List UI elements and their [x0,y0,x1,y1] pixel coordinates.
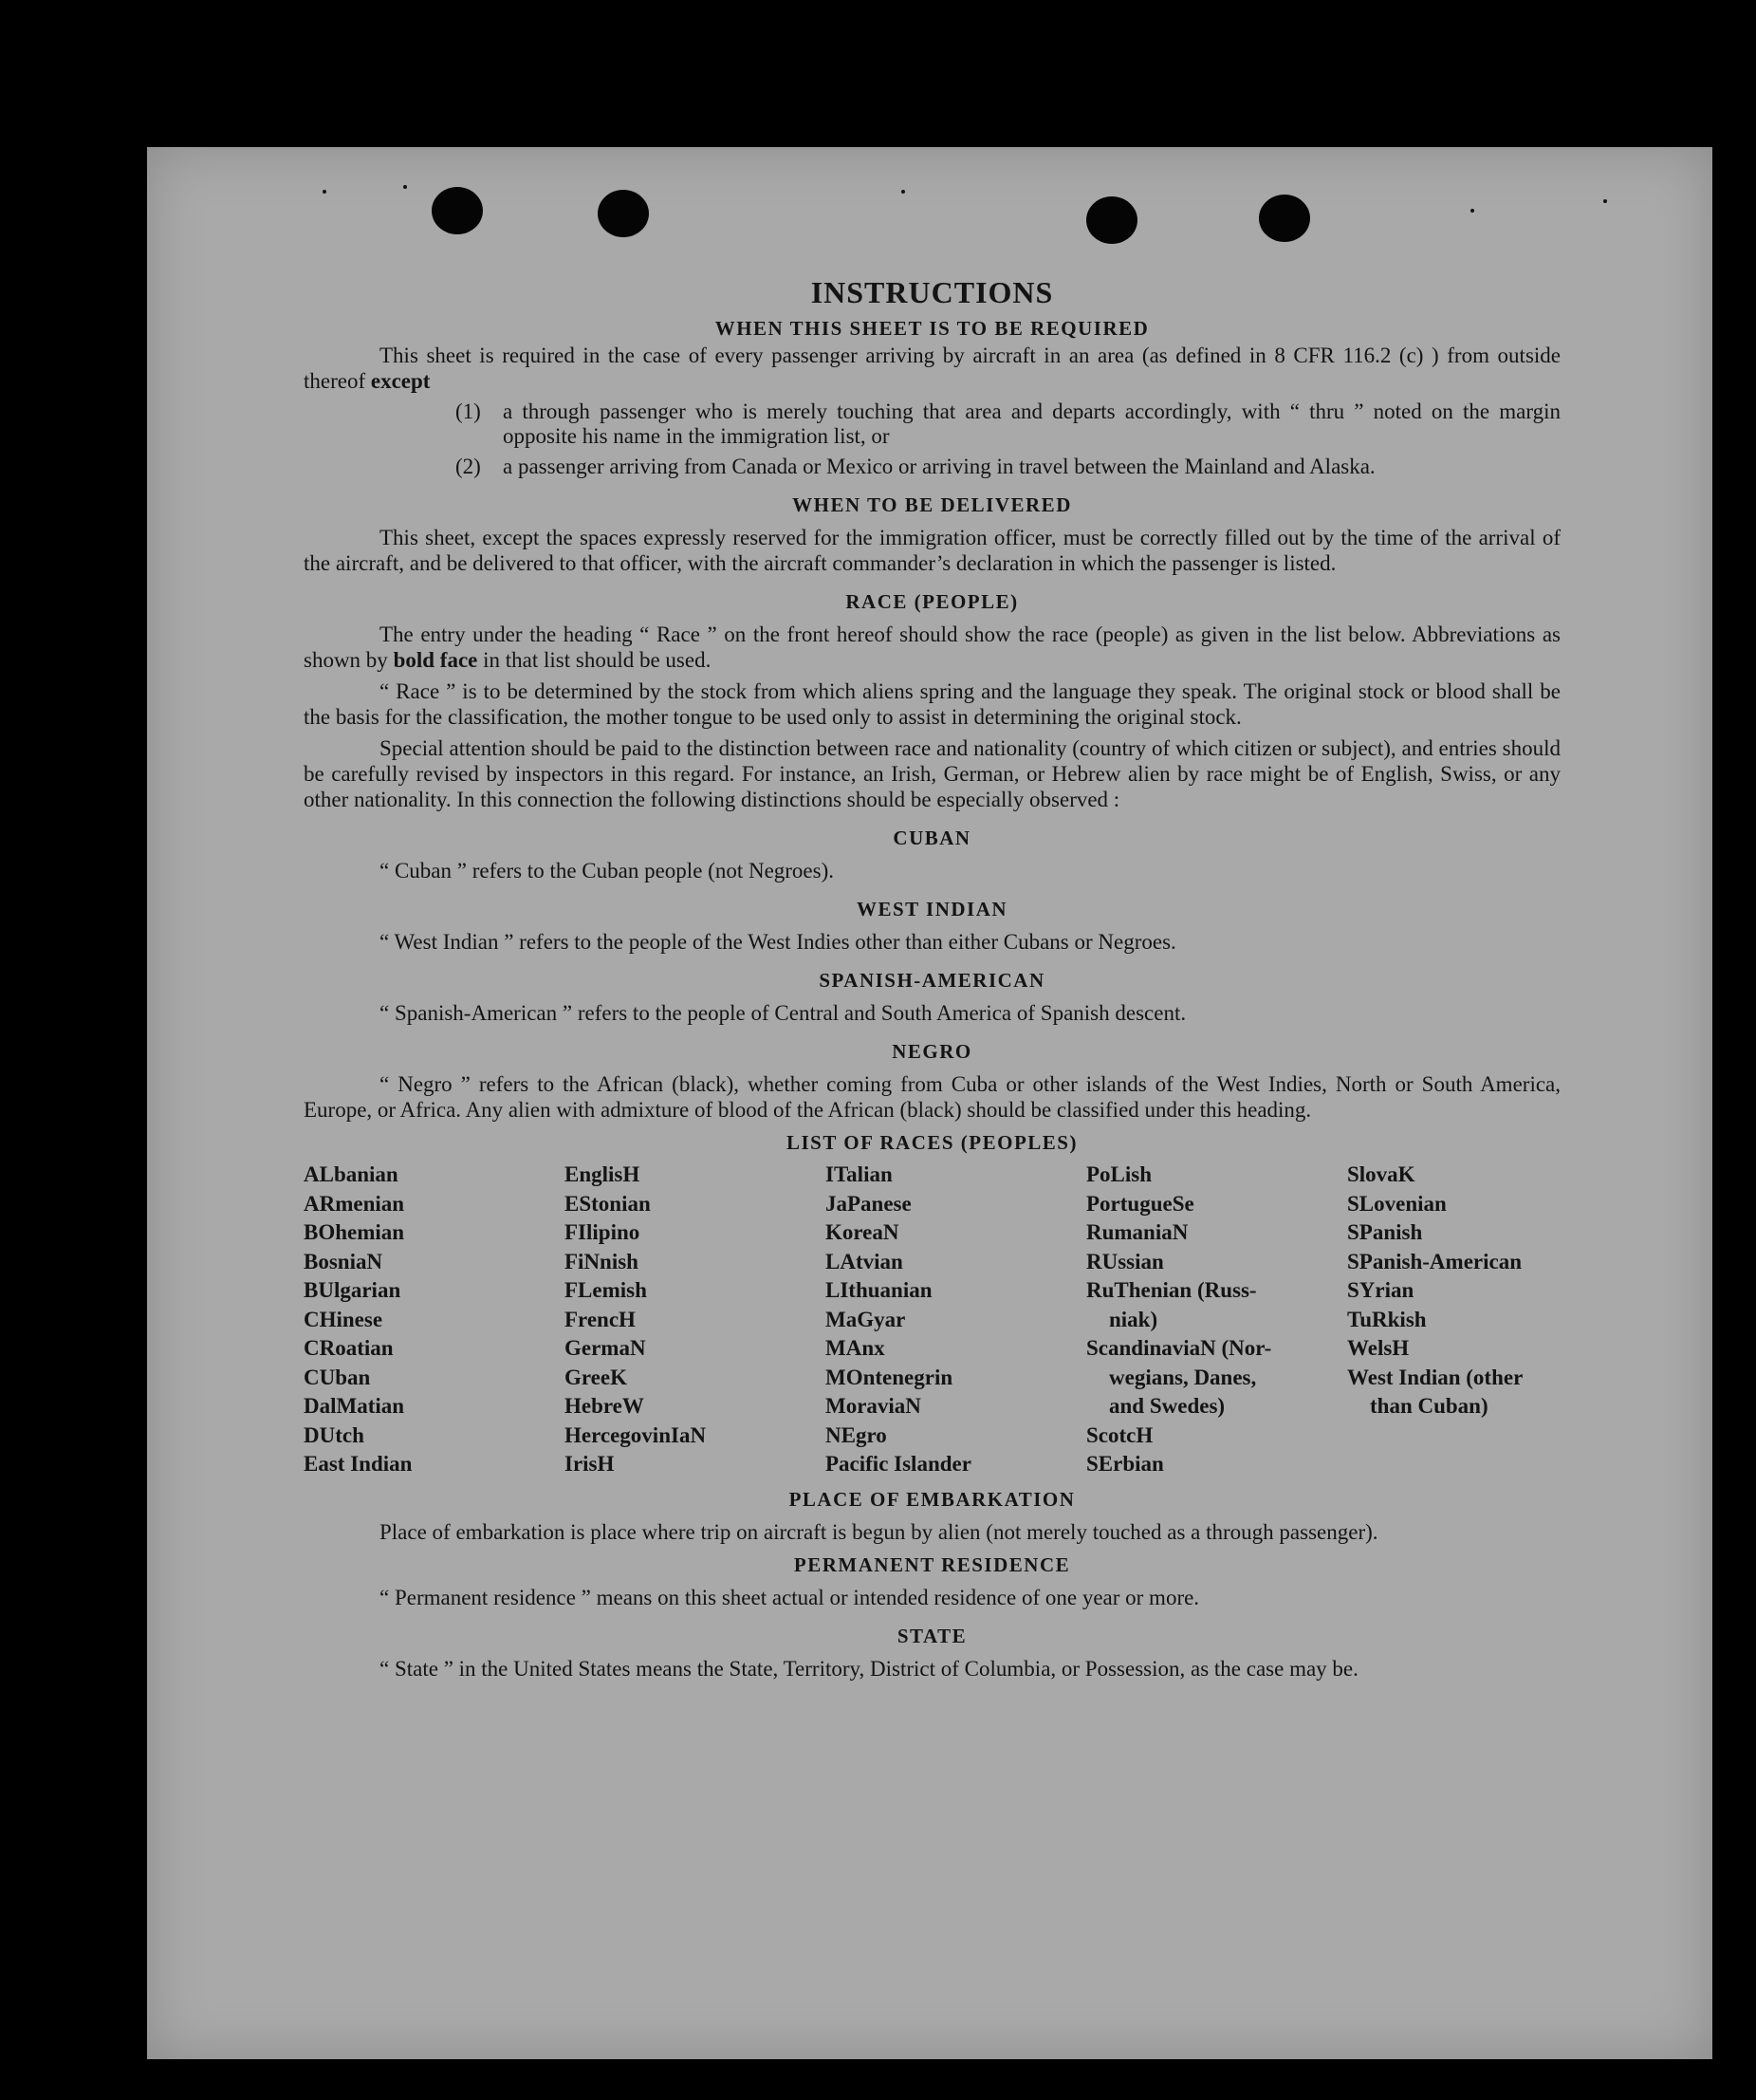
punch-hole [432,187,483,234]
embarkation-text: Place of embarkation is place where trip on aircraft is begun by alien (not merely touched as a through passenger). [379,1519,1378,1544]
race-entry: East Indian [304,1452,413,1476]
speck [1603,199,1607,203]
heading-state: STATE [896,1624,968,1647]
race-entry: SPanish [1347,1220,1423,1244]
race-entry: FIlipino [564,1220,640,1244]
heading-race: RACE (PEOPLE) [845,590,1019,613]
race-entry: ScandinaviaN (Nor- [1086,1336,1272,1360]
required-intro-text: This sheet is required in the case of every passenger arriving by aircraft in an area (as defined in 8 CFR 116.2 (c) ) from outside thereof [304,344,1561,393]
race-entry: EnglisH [564,1162,640,1186]
race-entry: ALbanian [304,1162,398,1186]
race-entry: FiNnish [564,1249,638,1273]
race-entry: SlovaK [1347,1162,1415,1186]
race-entry: PoLish [1086,1162,1153,1186]
race-paragraph-3: Special attention should be paid to the distinction between race and nationality (country of which citizen or subject), and entries should be carefully revised by inspectors in this regard. For instance, an Irish, German, or Hebrew alien by race might be of English, Swiss, or any other nationality. In this connection the following distinctions should be especially observed : [304,736,1561,811]
punch-hole [1086,196,1137,244]
item-text: a through passenger who is merely touching that area and departs accordingly, with “ thru ” noted on the margin opposite his name in the immigration list, or [503,400,1561,448]
negro-text: “ Negro ” refers to the African (black), whether coming from Cuba or other islands of the West Indies, North or South America, Europe, or Africa. Any alien with admixture of blood of the African (black) should be classified under this heading. [304,1072,1561,1122]
race-entry: RuThenian (Russ- [1086,1278,1257,1302]
race-entry: wegians, Danes, [1109,1365,1257,1389]
item-number: (1) [455,400,481,423]
race-entry: PortugueSe [1086,1191,1194,1216]
race-entry: DUtch [304,1422,364,1447]
document-page [147,147,1712,2059]
race-entry: NEgro [825,1422,887,1447]
race-entry [1347,1422,1561,1451]
race-entry: BosniaN [304,1249,383,1273]
race-p1-before: The entry under the heading “ Race ” on the front hereof should show the race (people) as given in the list below. Abbreviations as shown by [304,623,1561,672]
heading-embarkation: PLACE OF EMBARKATION [788,1487,1076,1511]
race-paragraph-2: “ Race ” is to be determined by the stock from which aliens spring and the language they speak. The original stock or blood shall be the basis for the classification, the mother tongue to be used only to assist in determining the original stock. [304,679,1561,729]
race-entry: CUban [304,1365,371,1389]
heading-west-indian: WEST INDIAN [856,898,1008,920]
race-entry: EStonian [564,1191,651,1216]
race-entry: LAtvian [825,1249,903,1273]
race-entry: niak) [1109,1307,1158,1331]
residence-text: “ Permanent residence ” means on this sheet actual or intended residence of one year or more. [379,1585,1200,1609]
heading-delivered: WHEN TO BE DELIVERED [792,493,1072,516]
delivered-text: This sheet, except the spaces expressly reserved for the immigration officer, must be correctly filled out by the time of the arrival of the aircraft, and be delivered to that officer, with the aircraft commander’s declaration in which the passenger is listed. [304,526,1561,575]
races-table [304,1161,1561,1479]
race-entry: WelsH [1347,1336,1410,1360]
race-entry: ScotcH [1086,1422,1154,1447]
race-entry: FrencH [564,1307,636,1331]
heading-required: WHEN THIS SHEET IS TO BE REQUIRED [714,317,1150,340]
list-item [455,400,1561,449]
race-entry: CHinese [304,1307,383,1331]
race-entry: than Cuban) [1370,1394,1488,1418]
race-entry: KoreaN [825,1220,899,1244]
race-entry: and Swedes) [1109,1394,1226,1418]
race-entry: ARmenian [304,1191,405,1216]
race-entry: JaPanese [825,1191,912,1216]
race-entry: HercegovinIaN [564,1422,707,1447]
race-entry: SLovenian [1347,1191,1447,1216]
race-entry: MoraviaN [825,1394,921,1418]
race-entry: GreeK [564,1365,627,1389]
instructions-content [304,270,1561,1682]
race-entry: SYrian [1347,1278,1414,1302]
race-p1-after: in that list should be used. [483,648,712,672]
race-entry: IrisH [564,1452,615,1476]
required-intro-except: except [370,369,431,393]
race-entry: RumaniaN [1086,1220,1189,1244]
spanish-american-text: “ Spanish-American ” refers to the people of Central and South America of Spanish descent. [379,1001,1187,1025]
cuban-text: “ Cuban ” refers to the Cuban people (not Negroes). [379,859,835,883]
race-entry: RUssian [1086,1249,1164,1273]
race-entry: Pacific Islander [825,1452,971,1476]
race-entry: MOntenegrin [825,1365,953,1389]
punch-hole [598,190,649,237]
race-entry: BOhemian [304,1220,405,1244]
race-entry: ITalian [825,1162,893,1186]
race-entry: LIthuanian [825,1278,933,1302]
race-entry: FLemish [564,1278,647,1302]
item-text: a passenger arriving from Canada or Mexico or arriving in travel between the Mainland and Alaska. [503,455,1376,478]
race-entry: BUlgarian [304,1278,401,1302]
heading-residence: PERMANENT RESIDENCE [793,1552,1071,1576]
race-entry: GermaN [564,1336,646,1360]
race-p1-bold: bold face [393,648,478,672]
speck [1470,209,1474,213]
race-entry: MaGyar [825,1307,906,1331]
race-entry: TuRkish [1347,1307,1427,1331]
west-indian-text: “ West Indian ” refers to the people of the West Indies other than either Cubans or Negroes. [379,930,1176,954]
race-entry [1347,1450,1561,1479]
race-entry: CRoatian [304,1336,394,1360]
item-number: (2) [455,455,481,478]
race-entry: SErbian [1086,1452,1164,1476]
race-entry: MAnx [825,1336,885,1360]
heading-cuban: CUBAN [893,827,971,849]
speck [323,190,326,194]
punch-hole [1259,195,1310,242]
state-text: “ State ” in the United States means the State, Territory, District of Columbia, or Possession, as the case may be. [379,1656,1359,1681]
speck [901,190,905,194]
race-entry: DalMatian [304,1394,405,1418]
required-intro [304,343,1561,394]
heading-list-of-races: LIST OF RACES (PEOPLES) [786,1131,1078,1154]
heading-spanish-american: SPANISH-AMERICAN [819,969,1045,992]
list-item [455,455,1561,479]
race-entry: HebreW [564,1394,644,1418]
heading-negro: NEGRO [892,1040,972,1063]
race-entry: West Indian (other [1347,1365,1524,1389]
race-entry: SPanish-American [1347,1249,1522,1273]
page-title: INSTRUCTIONS [810,275,1054,309]
speck [403,185,407,189]
race-paragraph-1 [304,622,1561,673]
